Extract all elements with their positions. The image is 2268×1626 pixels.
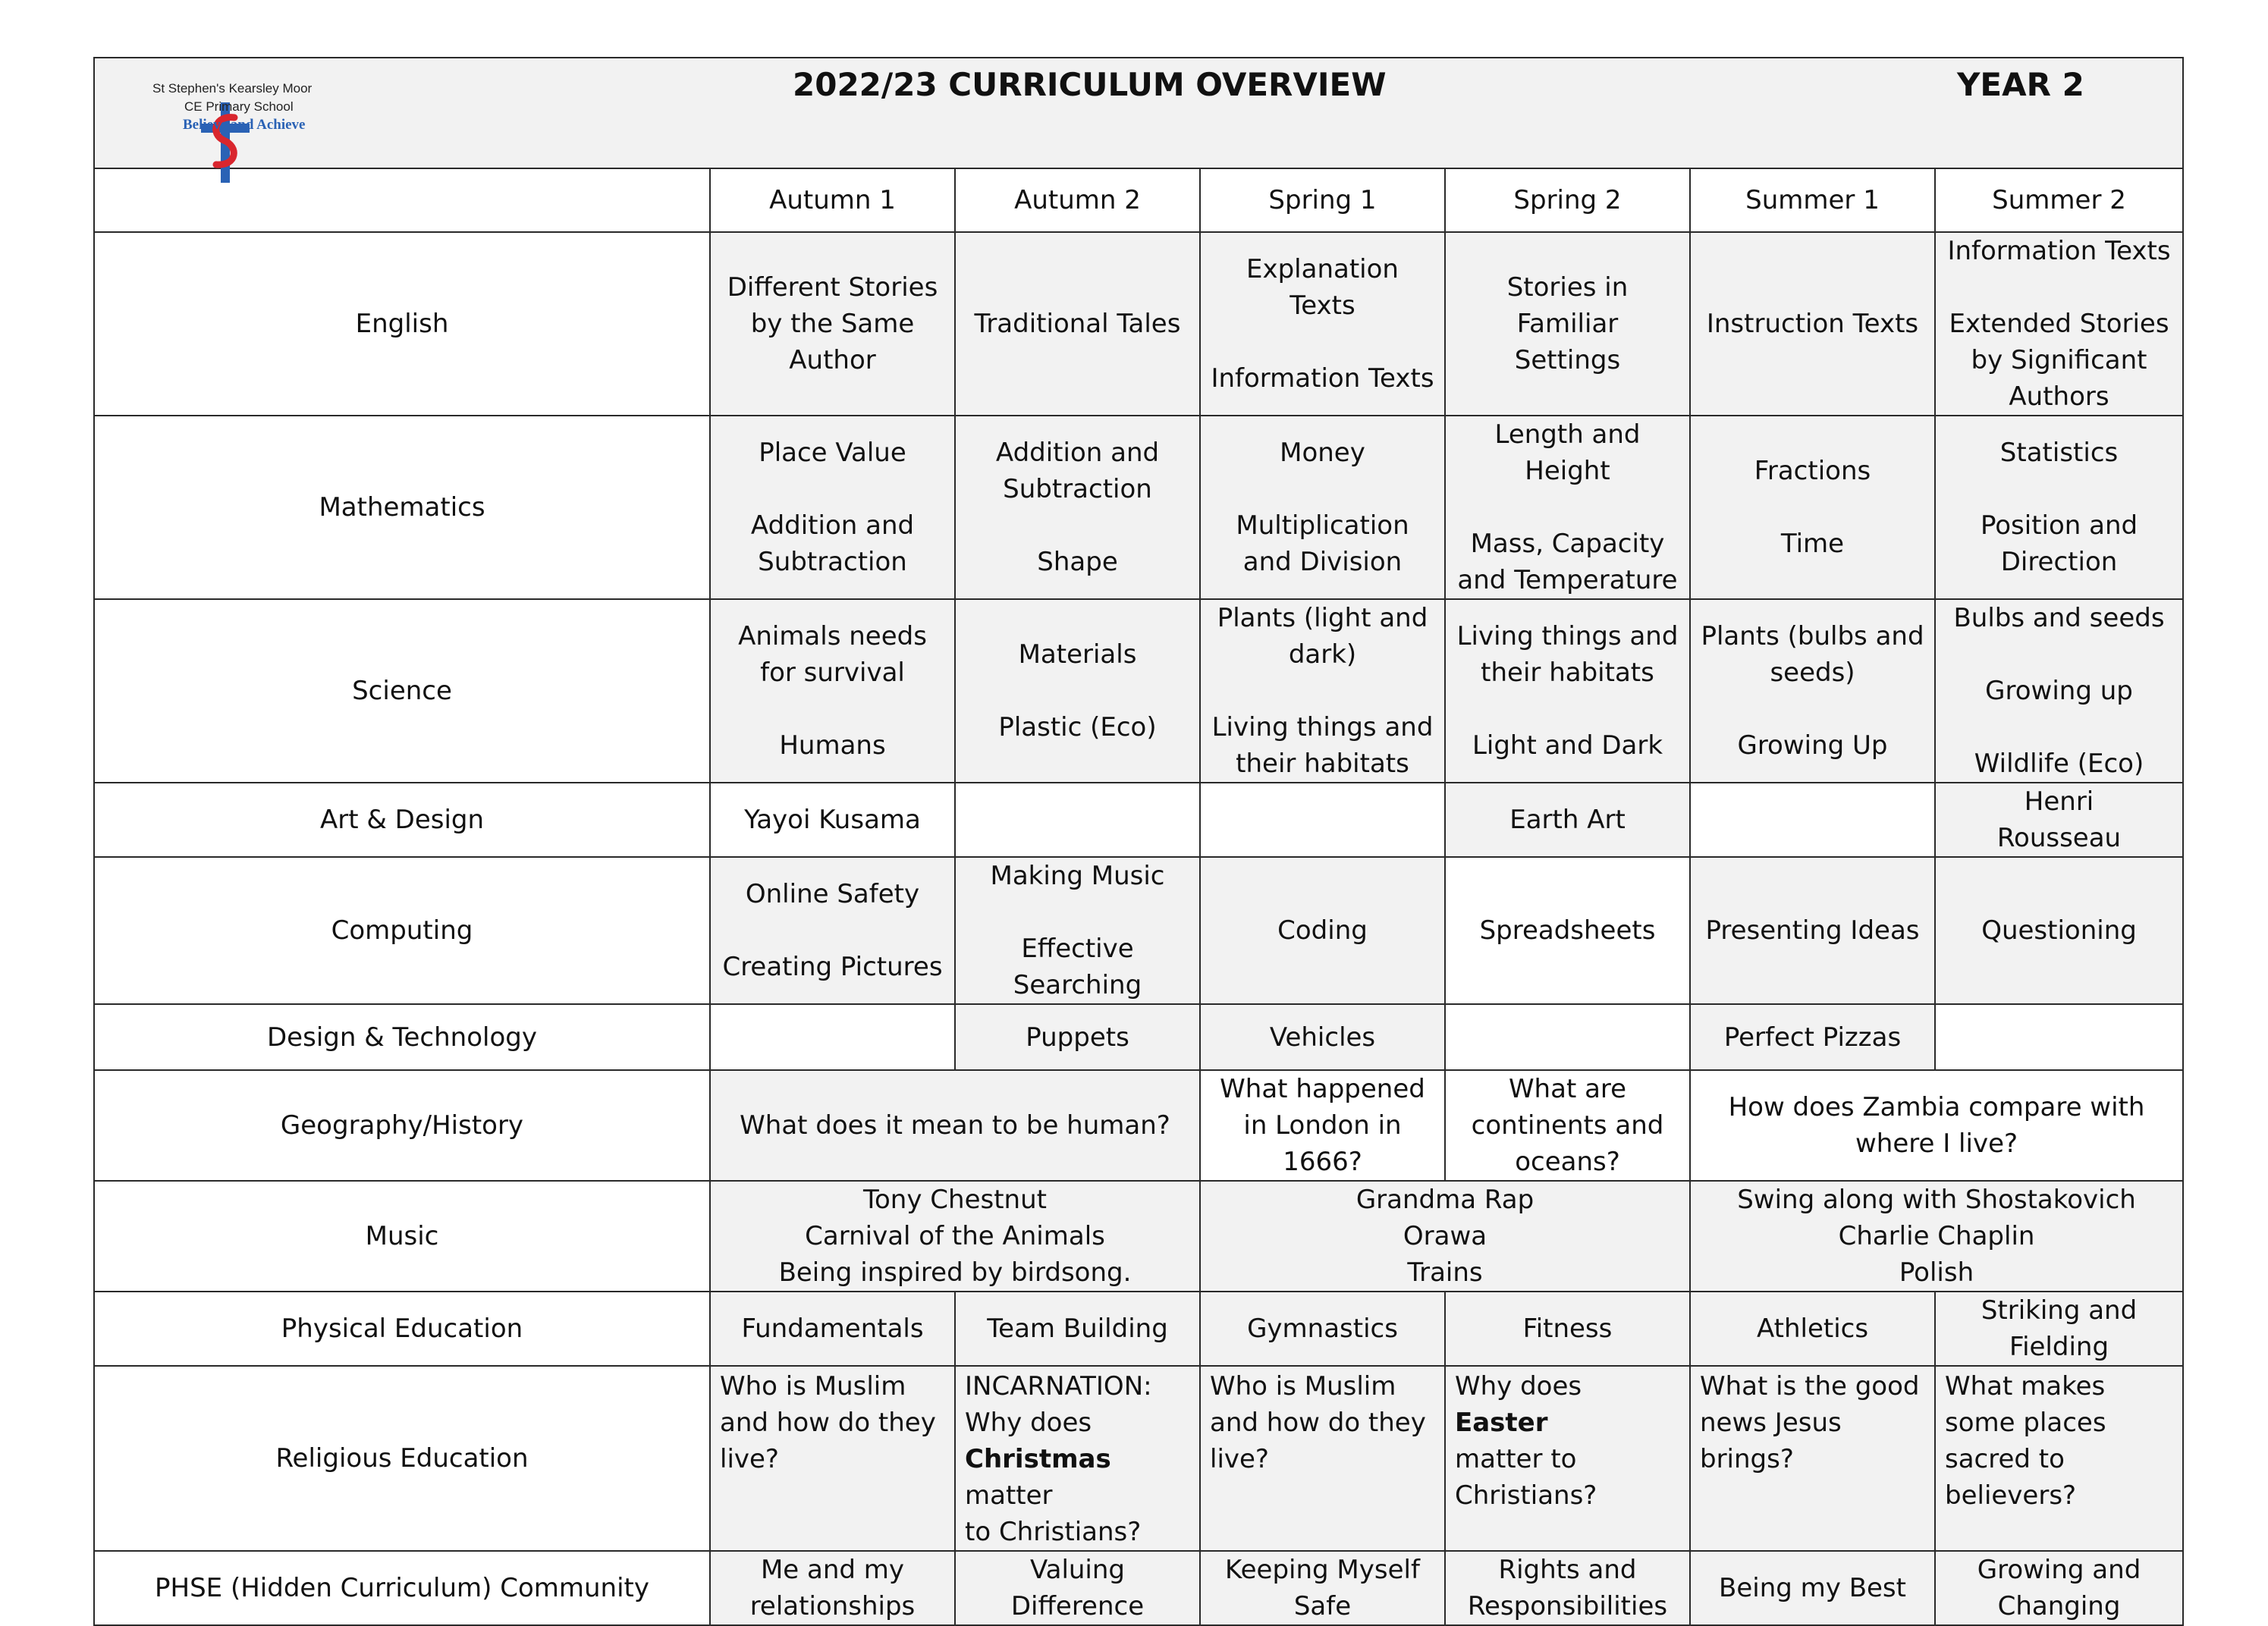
row-phse bbox=[94, 1551, 2183, 1625]
subject-label: Computing bbox=[94, 857, 710, 1004]
topic-cell-autumn: Tony Chestnut Carnival of the Animals Being inspired by birdsong. bbox=[710, 1181, 1200, 1292]
topic-text: Why does bbox=[1455, 1371, 1582, 1402]
topic-cell bbox=[710, 1004, 955, 1070]
topic-cell: Statistics Position and Direction bbox=[1935, 416, 2183, 599]
topic-cell: Coding bbox=[1200, 857, 1445, 1004]
topic-text: matter to Christians? bbox=[1455, 1444, 1597, 1511]
year-label: YEAR 2 bbox=[1957, 66, 2084, 103]
topic-cell-summer: Swing along with Shostakovich Charlie Chaplin Polish bbox=[1690, 1181, 2183, 1292]
topic-text: INCARNATION: Why does bbox=[965, 1371, 1152, 1438]
topic-cell: Money Multiplication and Division bbox=[1200, 416, 1445, 599]
topic-cell-spring2: What are continents and oceans? bbox=[1445, 1070, 1690, 1181]
topic-cell: Instruction Texts bbox=[1690, 232, 1935, 416]
term-header: Autumn 2 bbox=[955, 168, 1200, 232]
row-computing bbox=[94, 857, 2183, 1004]
topic-cell: Explanation Texts Information Texts bbox=[1200, 232, 1445, 416]
subject-label: PHSE (Hidden Curriculum) Community bbox=[94, 1551, 710, 1625]
topic-cell-summer: How does Zambia compare with where I live? bbox=[1690, 1070, 2183, 1181]
topic-cell: What makes some places sacred to believers? bbox=[1935, 1366, 2183, 1551]
subject-label: Religious Education bbox=[94, 1366, 710, 1551]
topic-cell: Yayoi Kusama bbox=[710, 783, 955, 857]
topic-cell bbox=[955, 783, 1200, 857]
term-header: Summer 2 bbox=[1935, 168, 2183, 232]
page-title: 2022/23 CURRICULUM OVERVIEW bbox=[793, 66, 1387, 103]
topic-cell: Puppets bbox=[955, 1004, 1200, 1070]
topic-cell: Plants (bulbs and seeds) Growing Up bbox=[1690, 599, 1935, 783]
subject-label: Geography/History bbox=[94, 1070, 710, 1181]
topic-cell: Who is Muslim and how do they live? bbox=[1200, 1366, 1445, 1551]
header-banner bbox=[94, 58, 2183, 168]
topic-cell: What is the good news Jesus brings? bbox=[1690, 1366, 1935, 1551]
school-name-line2: CE Primary School bbox=[184, 99, 294, 114]
topic-cell: Bulbs and seeds Growing up Wildlife (Eco) bbox=[1935, 599, 2183, 783]
topic-cell: Materials Plastic (Eco) bbox=[955, 599, 1200, 783]
topic-cell: Place Value Addition and Subtraction bbox=[710, 416, 955, 599]
topic-cell: Animals needs for survival Humans bbox=[710, 599, 955, 783]
topic-cell: Gymnastics bbox=[1200, 1292, 1445, 1366]
subject-label: English bbox=[94, 232, 710, 416]
topic-cell bbox=[1445, 1004, 1690, 1070]
subject-label: Design & Technology bbox=[94, 1004, 710, 1070]
topic-cell: Online Safety Creating Pictures bbox=[710, 857, 955, 1004]
topic-cell: Traditional Tales bbox=[955, 232, 1200, 416]
subject-label: Music bbox=[94, 1181, 710, 1292]
row-mathematics bbox=[94, 416, 2183, 599]
row-religious-education bbox=[94, 1366, 2183, 1551]
topic-cell: Information Texts Extended Stories by Significant Authors bbox=[1935, 232, 2183, 416]
row-music bbox=[94, 1181, 2183, 1292]
topic-keyword: Easter bbox=[1455, 1408, 1548, 1438]
topic-cell: Questioning bbox=[1935, 857, 2183, 1004]
row-english bbox=[94, 232, 2183, 416]
corner-cell bbox=[94, 168, 710, 232]
topic-cell: Presenting Ideas bbox=[1690, 857, 1935, 1004]
topic-cell: Team Building bbox=[955, 1292, 1200, 1366]
topic-cell: Vehicles bbox=[1200, 1004, 1445, 1070]
school-logo bbox=[101, 64, 351, 149]
row-geography-history bbox=[94, 1070, 2183, 1181]
topic-cell: Rights and Responsibilities bbox=[1445, 1551, 1690, 1625]
subject-label: Physical Education bbox=[94, 1292, 710, 1366]
topic-cell: Henri Rousseau bbox=[1935, 783, 2183, 857]
topic-text: matter to Christians? bbox=[965, 1480, 1142, 1547]
topic-cell: Me and my relationships bbox=[710, 1551, 955, 1625]
curriculum-table bbox=[93, 57, 2184, 1626]
topic-cell: Addition and Subtraction Shape bbox=[955, 416, 1200, 599]
school-name-line1: St Stephen's Kearsley Moor bbox=[152, 81, 313, 96]
topic-keyword: Christmas bbox=[965, 1444, 1111, 1474]
topic-cell: Being my Best bbox=[1690, 1551, 1935, 1625]
topic-cell: Spreadsheets bbox=[1445, 857, 1690, 1004]
topic-cell-spring1: What happened in London in 1666? bbox=[1200, 1070, 1445, 1181]
term-header: Spring 1 bbox=[1200, 168, 1445, 232]
topic-cell bbox=[1690, 783, 1935, 857]
topic-cell bbox=[1935, 1004, 2183, 1070]
topic-cell-autumn: What does it mean to be human? bbox=[710, 1070, 1200, 1181]
row-art-design bbox=[94, 783, 2183, 857]
topic-cell: Different Stories by the Same Author bbox=[710, 232, 955, 416]
topic-cell: Striking and Fielding bbox=[1935, 1292, 2183, 1366]
topic-cell: Fitness bbox=[1445, 1292, 1690, 1366]
subject-label: Science bbox=[94, 599, 710, 783]
topic-cell: Valuing Difference bbox=[955, 1551, 1200, 1625]
topic-cell: Athletics bbox=[1690, 1292, 1935, 1366]
row-physical-education bbox=[94, 1292, 2183, 1366]
topic-cell: Who is Muslim and how do they live? bbox=[710, 1366, 955, 1551]
topic-cell: Earth Art bbox=[1445, 783, 1690, 857]
topic-cell: Plants (light and dark) Living things and their habitats bbox=[1200, 599, 1445, 783]
topic-cell: Fractions Time bbox=[1690, 416, 1935, 599]
topic-cell: Living things and their habitats Light and Dark bbox=[1445, 599, 1690, 783]
topic-cell bbox=[955, 1366, 1200, 1551]
topic-cell: Growing and Changing bbox=[1935, 1551, 2183, 1625]
topic-cell bbox=[1445, 1366, 1690, 1551]
term-header: Autumn 1 bbox=[710, 168, 955, 232]
topic-cell: Perfect Pizzas bbox=[1690, 1004, 1935, 1070]
subject-label: Mathematics bbox=[94, 416, 710, 599]
topic-cell: Fundamentals bbox=[710, 1292, 955, 1366]
topic-cell-spring: Grandma Rap Orawa Trains bbox=[1200, 1181, 1690, 1292]
row-design-technology bbox=[94, 1004, 2183, 1070]
subject-label: Art & Design bbox=[94, 783, 710, 857]
row-science bbox=[94, 599, 2183, 783]
topic-cell: Keeping Myself Safe bbox=[1200, 1551, 1445, 1625]
topic-cell: Making Music Effective Searching bbox=[955, 857, 1200, 1004]
term-header: Spring 2 bbox=[1445, 168, 1690, 232]
school-motto: Believe and Achieve bbox=[183, 117, 306, 133]
topic-cell: Length and Height Mass, Capacity and Temperature bbox=[1445, 416, 1690, 599]
topic-cell: Stories in Familiar Settings bbox=[1445, 232, 1690, 416]
term-header: Summer 1 bbox=[1690, 168, 1935, 232]
topic-cell bbox=[1200, 783, 1445, 857]
